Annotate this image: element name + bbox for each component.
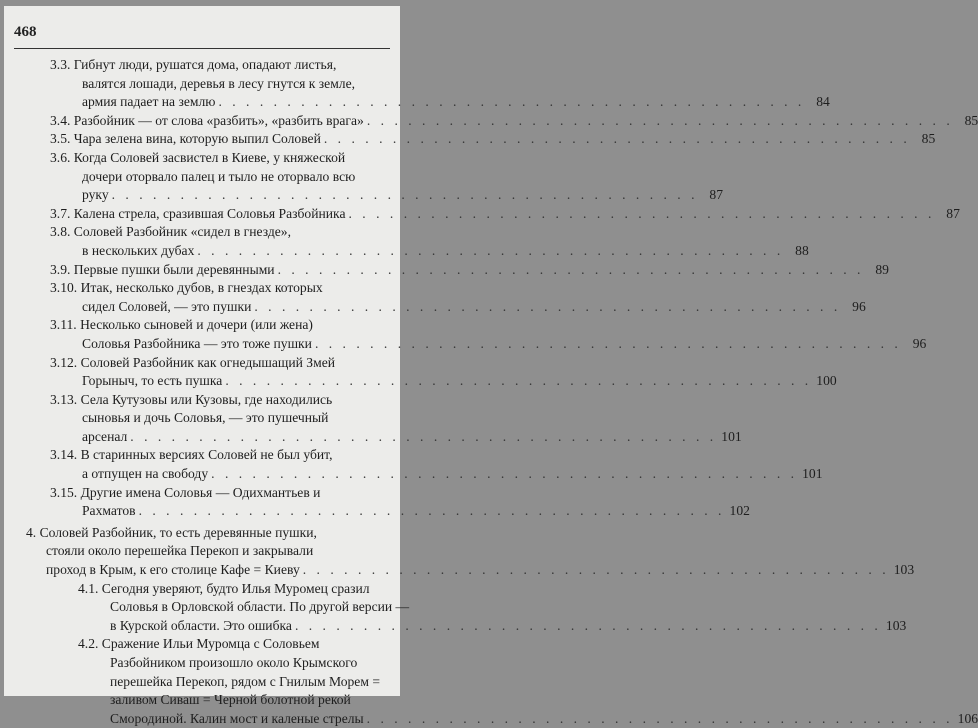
toc-entry-text: Горыныч, то есть пушка xyxy=(82,373,223,389)
toc-page-number: 89 xyxy=(875,261,889,277)
toc-entry[interactable] xyxy=(4,484,750,521)
toc-entry-text: Соловья Разбойника — это тоже пушки xyxy=(82,335,312,351)
toc-entry-text: 3.14. В старинных версиях Соловей не был убит, xyxy=(50,447,333,463)
toc-entry-text: 3.12. Соловей Разбойник как огнедышащий Змей xyxy=(50,354,336,370)
toc-page-number: 102 xyxy=(729,503,750,519)
dot-leader: . . . . . . . . . . . . . . . . . . . . . . . . . . . . . . . . . . . . . . . . . . . xyxy=(314,335,902,351)
toc-entry-text: перешейка Перекоп, рядом с Гнилым Морем = xyxy=(110,673,380,689)
toc-entry-text: Смородиной. Калин мост и каленые стрелы xyxy=(110,710,364,726)
toc-page-number: 85 xyxy=(964,112,978,128)
toc-entry[interactable] xyxy=(4,279,866,316)
dot-leader: . . . . . . . . . . . . . . . . . . . . . . . . . . . . . . . . . . . . . . . . . . . xyxy=(302,562,890,578)
toc-entry[interactable] xyxy=(4,524,915,580)
toc-entry-text: Рахматов xyxy=(82,503,136,519)
dot-leader: . . . . . . . . . . . . . . . . . . . . . . . . . . . . . . . . . . . . . . . . . . . xyxy=(254,298,841,314)
toc-entry-text: заливом Сиваш = Черной болотной рекой xyxy=(110,692,351,708)
page-number: 468 xyxy=(14,24,37,40)
toc-page-number: 96 xyxy=(912,335,927,351)
dot-leader: . . . . . . . . . . . . . . . . . . . . . . . . . . . . . . . . . . . . . . . . . . . xyxy=(130,428,717,444)
dot-leader: . . . . . . . . . . . . . . . . . . . . . . . . . . . . . . . . . . . . . . . . . . . xyxy=(225,373,812,389)
toc-entry-text: Разбойником произошло около Крымского xyxy=(110,655,358,670)
toc-entry-text: 3.6. Когда Соловей засвистел в Киеве, у княжеской xyxy=(50,149,346,165)
toc-entry-text: проход в Крым, к его столице Кафе = Киеву xyxy=(46,562,300,578)
toc-entry-text: 4.1. Сегодня уверяют, будто Илья Муромец сразил xyxy=(78,580,370,596)
toc-entry-text: 4.2. Сражение Ильи Муромца с Соловьем xyxy=(78,636,320,652)
toc-entry-text: 3.10. Итак, несколько дубов, в гнездах которых xyxy=(50,280,323,296)
toc-entry[interactable] xyxy=(4,391,742,447)
toc-page-number: 87 xyxy=(709,187,723,203)
dot-leader: . . . . . . . . . . . . . . . . . . . . . . . . . . . . . . . . . . . . . . . . . . . xyxy=(277,261,864,277)
toc-entry[interactable] xyxy=(4,56,830,112)
toc-entry[interactable] xyxy=(4,635,978,728)
toc-entry-text: 3.3. Гибнут люди, рушатся дома, опадают листья, xyxy=(50,57,337,72)
toc-page-number: 103 xyxy=(885,617,907,633)
toc-entry[interactable] xyxy=(4,223,809,260)
toc-page-number: 84 xyxy=(816,94,830,110)
toc-entry-text: стояли около перешейка Перекоп и закрывали xyxy=(46,543,314,559)
dot-leader: . . . . . . . . . . . . . . . . . . . . . . . . . . . . . . . . . . . . . . . . . . . xyxy=(211,466,798,482)
table-of-contents xyxy=(4,56,978,728)
toc-entry[interactable] xyxy=(4,261,889,280)
toc-entry[interactable] xyxy=(4,316,927,353)
toc-entry-text: 3.5. Чара зелена вина, которую выпил Соловей xyxy=(50,131,321,147)
toc-entry[interactable] xyxy=(4,354,837,391)
toc-page-number: 103 xyxy=(893,562,915,578)
toc-page-number: 85 xyxy=(921,131,936,147)
header-rule xyxy=(14,48,390,49)
toc-entry[interactable] xyxy=(4,580,907,636)
toc-entry-text: 3.13. Села Кутузовы или Кузовы, где находились xyxy=(50,391,333,407)
toc-entry-text: в Курской области. Это ошибка xyxy=(110,617,292,633)
dot-leader: . . . . . . . . . . . . . . . . . . . . . . . . . . . . . . . . . . . . . . . . . . . xyxy=(366,710,954,726)
toc-page-number: 101 xyxy=(721,428,742,444)
toc-entry-text: Соловья в Орловской области. По другой версии — xyxy=(110,599,410,615)
toc-entry-text: дочери оторвало палец и тыло не оторвало всю xyxy=(82,168,356,184)
toc-entry-text: 3.8. Соловей Разбойник «сидел в гнезде», xyxy=(50,224,291,240)
toc-entry-text: валятся лошади, деревья в лесу гнутся к земле, xyxy=(82,75,356,91)
dot-leader: . . . . . . . . . . . . . . . . . . . . . . . . . . . . . . . . . . . . . . . . . . . xyxy=(366,112,954,128)
toc-entry-text: 3.4. Разбойник — от слова «разбить», «разбить врага» xyxy=(50,112,364,128)
toc-entry-text: а отпущен на свободу xyxy=(82,466,209,482)
toc-entry-text: в нескольких дубах xyxy=(82,242,195,258)
toc-entry[interactable] xyxy=(4,112,978,131)
dot-leader: . . . . . . . . . . . . . . . . . . . . . . . . . . . . . . . . . . . . . . . . . . . xyxy=(138,503,725,519)
dot-leader: . . . . . . . . . . . . . . . . . . . . . . . . . . . . . . . . . . . . . . . . . . . xyxy=(294,617,882,633)
toc-entry-text: 3.11. Несколько сыновей и дочери (или жена) xyxy=(50,317,313,333)
toc-entry-text: сыновья и дочь Соловья, — это пушечный xyxy=(82,410,329,426)
toc-entry-text: руку xyxy=(82,187,109,203)
toc-page-number: 88 xyxy=(795,242,809,258)
dot-leader: . . . . . . . . . . . . . . . . . . . . . . . . . . . . . . . . . . . . . . . . . . . xyxy=(323,131,911,147)
dot-leader: . . . . . . . . . . . . . . . . . . . . . . . . . . . . . . . . . . . . . . . . . . . xyxy=(111,187,698,203)
toc-entry[interactable] xyxy=(4,205,960,224)
toc-page-number: 106 xyxy=(957,710,978,726)
toc-entry[interactable] xyxy=(4,446,823,483)
toc-entry-text: 3.9. Первые пушки были деревянными xyxy=(50,261,275,277)
toc-page-number: 87 xyxy=(946,205,960,221)
toc-entry-text: 3.15. Другие имена Соловья — Одихмантьев и xyxy=(50,484,321,500)
toc-page-number: 100 xyxy=(816,373,837,389)
toc-entry-text: сидел Соловей, — это пушки xyxy=(82,298,252,314)
dot-leader: . . . . . . . . . . . . . . . . . . . . . . . . . . . . . . . . . . . . . . . . . . . xyxy=(348,205,935,221)
toc-entry[interactable] xyxy=(4,130,936,149)
toc-entry-text: армия падает на землю xyxy=(82,94,216,110)
toc-entry-text: 4. Соловей Разбойник, то есть деревянные пушки, xyxy=(26,524,317,540)
toc-entry[interactable] xyxy=(4,149,723,205)
dot-leader: . . . . . . . . . . . . . . . . . . . . . . . . . . . . . . . . . . . . . . . . . . . xyxy=(197,242,784,258)
toc-entry-text: 3.7. Калена стрела, сразившая Соловья Разбойника xyxy=(50,205,346,221)
dot-leader: . . . . . . . . . . . . . . . . . . . . . . . . . . . . . . . . . . . . . . . . . . . xyxy=(218,94,805,110)
toc-page-number: 96 xyxy=(852,298,866,314)
book-page xyxy=(4,6,978,726)
toc-entry-text: арсенал xyxy=(82,428,128,444)
toc-page-number: 101 xyxy=(802,466,823,482)
